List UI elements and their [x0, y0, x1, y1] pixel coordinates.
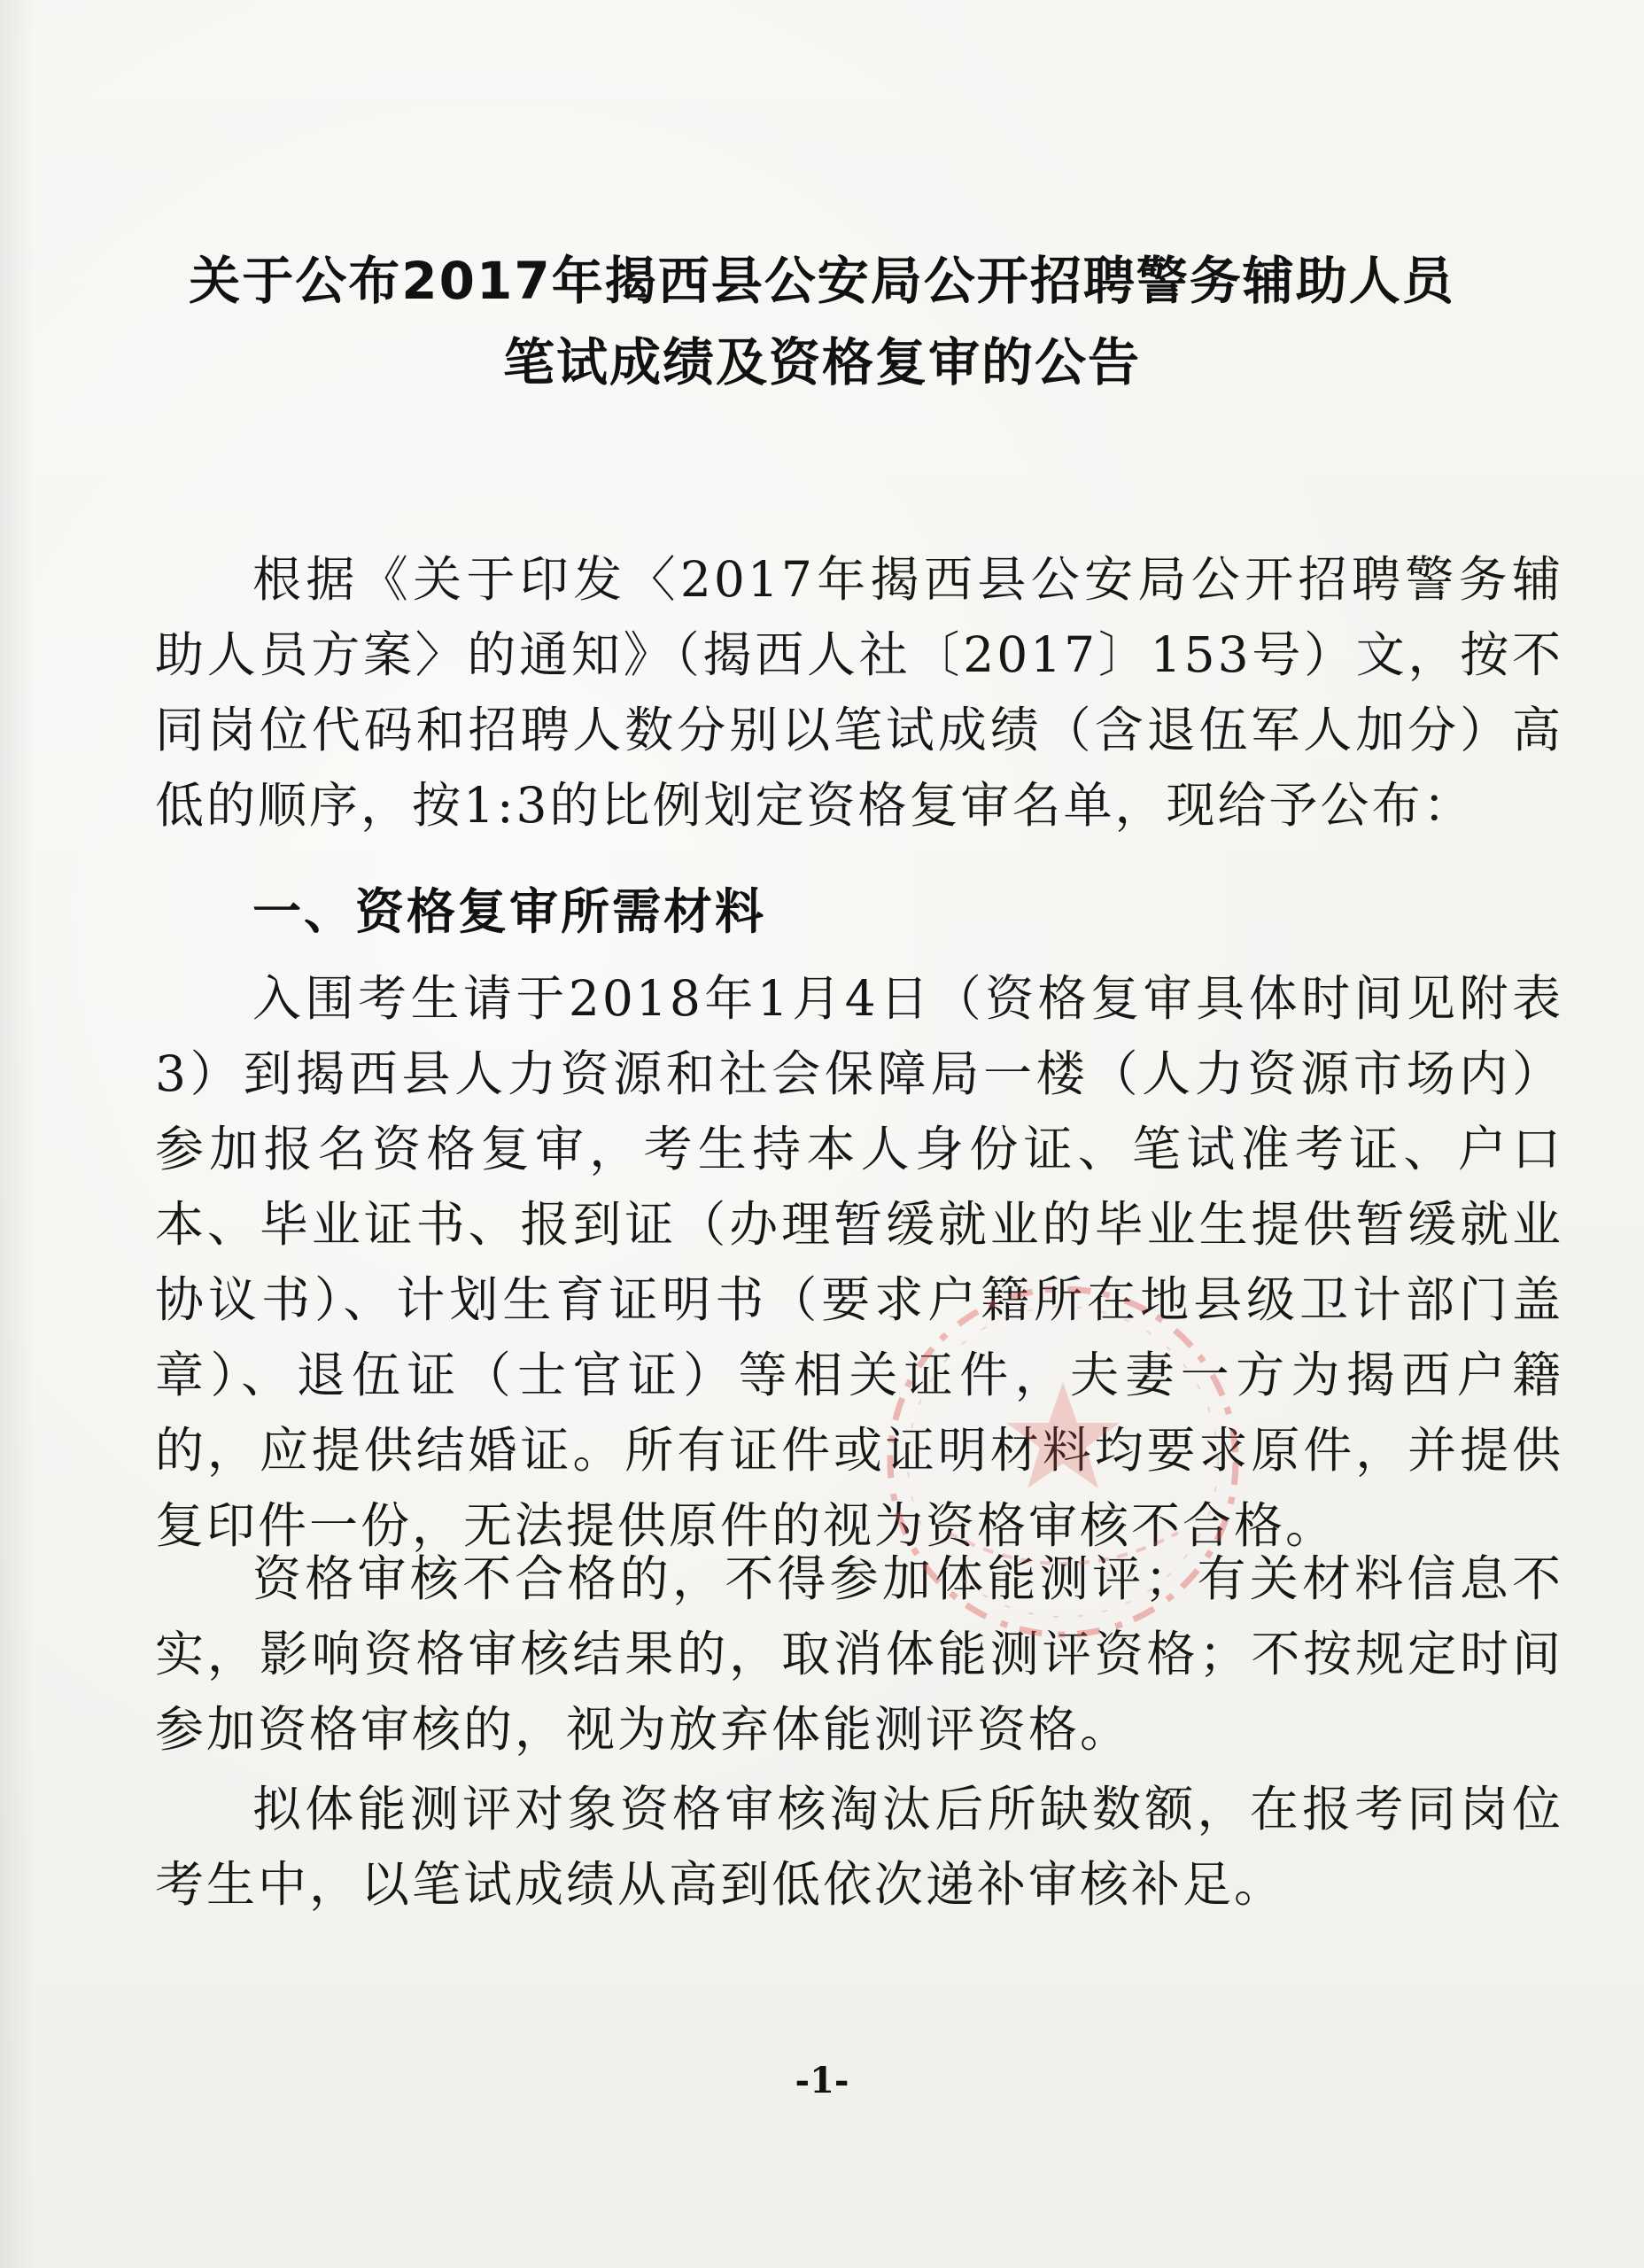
- paragraph-intro: 根据《关于印发〈2017年揭西县公安局公开招聘警务辅助人员方案〉的通知》（揭西人社〔2017〕153号）文，按不同岗位代码和招聘人数分别以笔试成绩（含退伍军人加分）高低的顺序，按1:3的比例划定资格复审名单，现给予公布：: [155, 551, 1563, 834]
- document-title-line-2: 笔试成绩及资格复审的公告: [502, 332, 1141, 392]
- paragraph-replacement: 拟体能测评对象资格审核淘汰后所缺数额，在报考同岗位考生中，以笔试成绩从高到低依次递补审核补足。: [155, 1781, 1563, 1913]
- document-title-line-1: 关于公布2017年揭西县公安局公开招聘警务辅助人员: [189, 251, 1455, 311]
- paragraph-disqualification: 资格审核不合格的，不得参加体能测评；有关材料信息不实，影响资格审核结果的，取消体能测评资格；不按规定时间参加资格审核的，视为放弃体能测评资格。: [155, 1550, 1563, 1758]
- paragraph-materials: 入围考生请于2018年1月4日（资格复审具体时间见附表3）到揭西县人力资源和社会保障局一楼（人力资源市场内）参加报名资格复审，考生持本人身份证、笔试准考证、户口本、毕业证书、报到证（办理暂缓就业的毕业生提供暂缓就业协议书）、计划生育证明书（要求户籍所在地县级卫计部门盖章）、退伍证（士官证）等相关证件，夫妻一方为揭西户籍的，应提供结婚证。所有证件或证明材料均要求原件，并提供复印件一份，无法提供原件的视为资格审核不合格。: [155, 970, 1563, 1554]
- page-number: -1-: [795, 2060, 849, 2101]
- section-heading-materials: 一、资格复审所需材料: [252, 883, 767, 940]
